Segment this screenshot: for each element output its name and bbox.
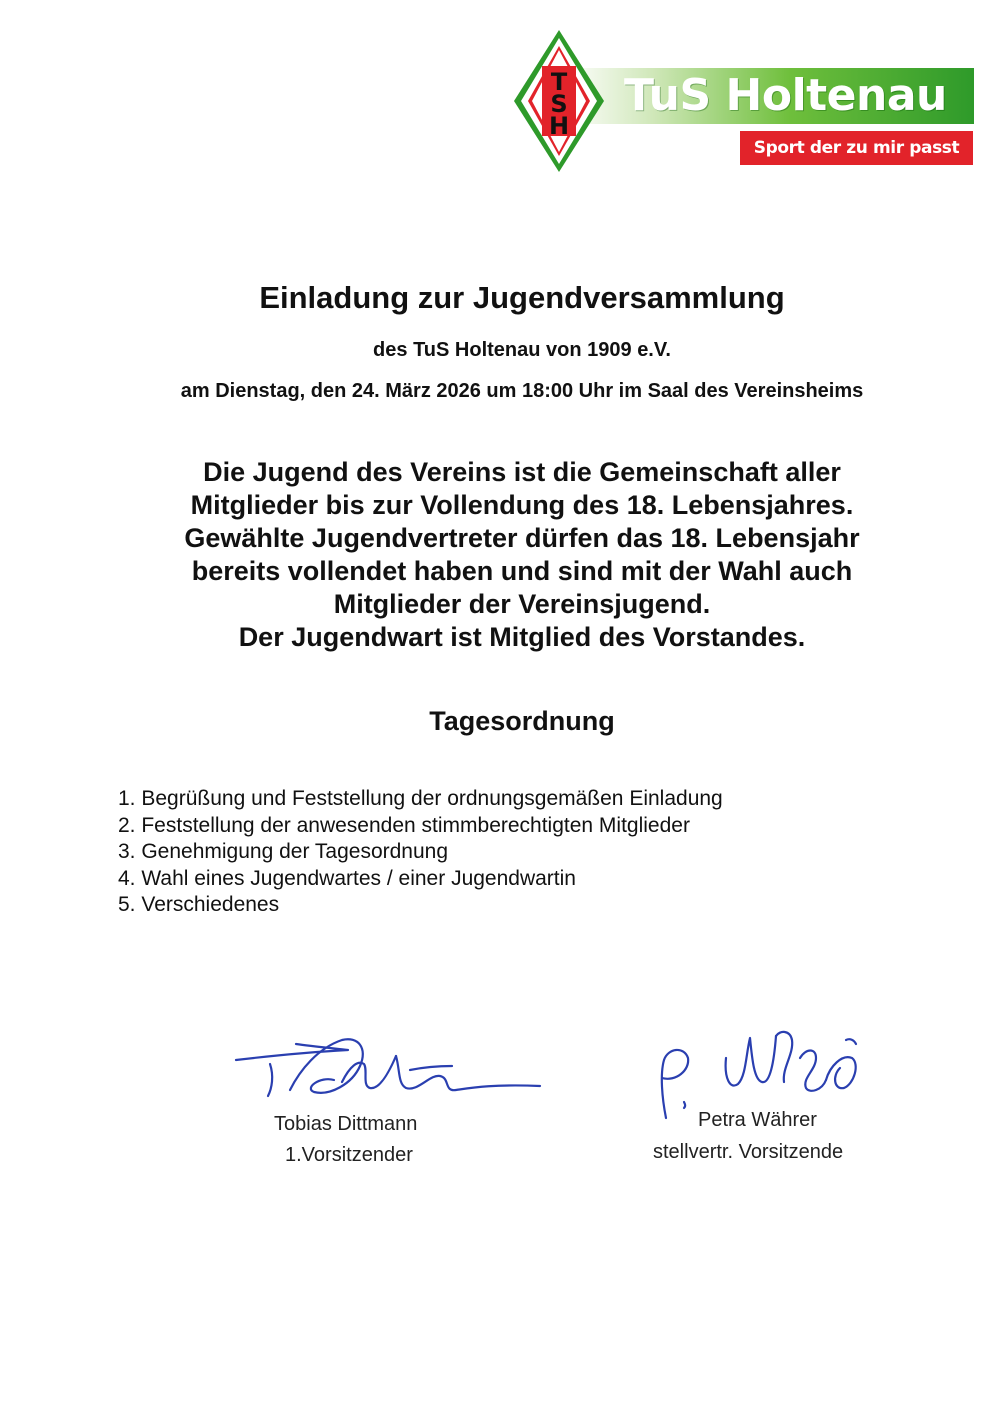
info-line: Die Jugend des Vereins ist die Gemeinschaft aller — [203, 457, 841, 487]
agenda-item: 4. Wahl eines Jugendwartes / einer Jugendwartin — [118, 866, 576, 890]
agenda-item: 5. Verschiedenes — [118, 893, 280, 916]
agenda-item: 3. Genehmigung der Tagesordnung — [118, 840, 449, 863]
signer-role: stellvertr. Vorsitzende — [653, 1141, 844, 1163]
info-block — [0, 456, 997, 654]
club-line: des TuS Holtenau von 1909 e.V. — [373, 339, 671, 361]
info-line: Der Jugendwart ist Mitglied des Vorstandes. — [238, 622, 806, 652]
svg-text:S: S — [550, 90, 568, 118]
info-line: Mitglieder bis zur Vollendung des 18. Lebensjahres. — [190, 490, 854, 520]
agenda-list — [118, 786, 723, 919]
club-logo — [512, 28, 974, 174]
logo-club-name: TuS Holtenau — [624, 70, 947, 121]
page-title: Einladung zur Jugendversammlung — [259, 280, 785, 315]
logo-slogan: Sport der zu mir passt — [753, 138, 960, 158]
svg-text:H: H — [548, 112, 570, 140]
signer-name: Petra Währer — [698, 1109, 817, 1131]
info-line: Mitglieder der Vereinsjugend. — [333, 589, 711, 619]
agenda-title: Tagesordnung — [429, 706, 615, 736]
signer-name: Tobias Dittmann — [274, 1113, 418, 1135]
club-emblem-icon — [512, 28, 606, 174]
info-line: Gewählte Jugendvertreter dürfen das 18. Lebensjahr — [184, 523, 860, 553]
agenda-item: 2. Feststellung der anwesenden stimmberechtigten Mitglieder — [118, 813, 690, 837]
date-line: am Dienstag, den 24. März 2026 um 18:00 Uhr im Saal des Vereinsheims — [180, 380, 864, 402]
svg-text:T: T — [550, 68, 568, 96]
signature-dittmann — [230, 1030, 550, 1120]
signer-role: 1.Vorsitzender — [285, 1144, 413, 1166]
info-line: bereits vollendet haben und sind mit der Wahl auch — [191, 556, 853, 586]
agenda-item: 1. Begrüßung und Feststellung der ordnungsgemäßen Einladung — [118, 787, 723, 810]
